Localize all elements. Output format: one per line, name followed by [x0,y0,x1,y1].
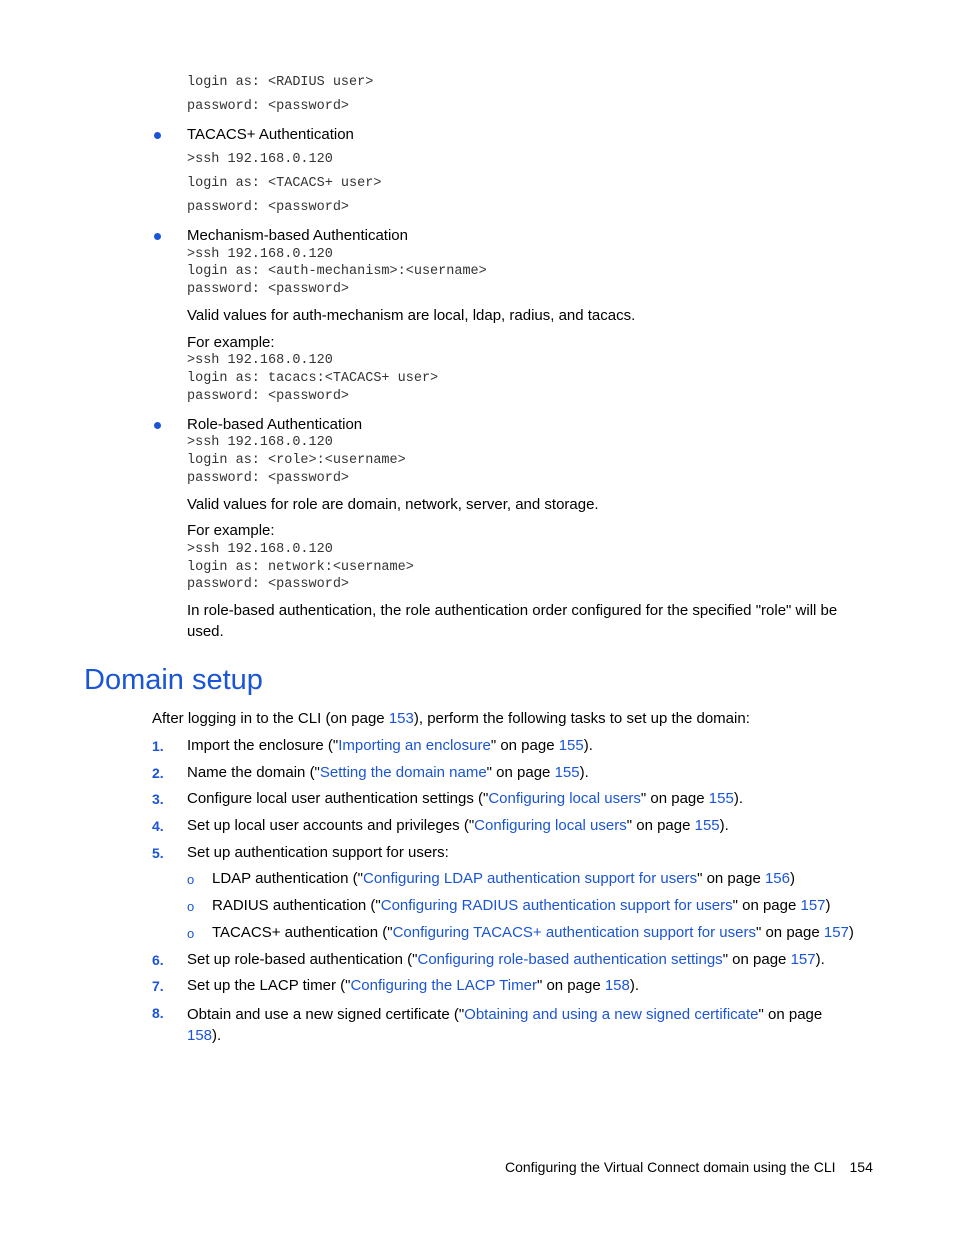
intro-text: ), perform the following tasks to set up the domain: [413,710,750,727]
step-text: " on page [490,737,559,754]
section-heading: Domain setup [84,664,263,696]
step-item [187,764,589,781]
step-link[interactable]: Configuring the LACP Timer [350,977,537,994]
step-item [187,951,825,968]
bullet-title: Mechanism-based Authentication [187,227,408,244]
page-footer [505,1159,873,1175]
code-line: password: <password> [187,577,350,592]
step-item [187,817,729,834]
page-link[interactable]: 157 [800,897,826,914]
page-link[interactable]: 155 [708,790,734,807]
step-text: ). [583,737,593,754]
paragraph: used. [187,623,224,640]
page-link[interactable]: 158 [187,1027,213,1044]
page-link[interactable]: 158 [604,977,630,994]
bullet-icon [154,422,161,429]
step-text: Import the enclosure (" [187,737,339,754]
code-line: login as: <TACACS+ user> [187,176,382,191]
step-text: Name the domain (" [187,764,320,781]
page-link[interactable]: 157 [790,951,816,968]
bullet-title: TACACS+ Authentication [187,126,354,143]
step-link[interactable]: Importing an enclosure [338,737,491,754]
bullet-icon [154,233,161,240]
step-number: 2. [152,765,164,781]
footer-title: Configuring the Virtual Connect domain using the CLI [505,1159,836,1175]
step-text: Set up local user accounts and privileges (" [187,817,475,834]
step-number: 1. [152,738,164,754]
step-text: " on page [722,951,791,968]
code-line: password: <password> [187,471,350,486]
step-item [187,844,449,861]
step-text: ). [579,764,589,781]
step-text: " on page [536,977,605,994]
step-text: ). [815,951,825,968]
step-number: 7. [152,978,164,994]
code-line: password: <password> [187,200,350,215]
step-text: RADIUS authentication (" [212,897,381,914]
step-text: ) [848,924,854,941]
step-text: Set up authentication support for users: [187,844,449,861]
code-line: password: <password> [187,282,350,297]
code-line: >ssh 192.168.0.120 [187,152,333,167]
section-intro [152,710,750,727]
page-number: 154 [849,1159,873,1175]
step-text: " on page [640,790,709,807]
step-link[interactable]: Configuring local users [488,790,641,807]
step-text: " on page [626,817,695,834]
code-line: login as: tacacs:<TACACS+ user> [187,371,439,386]
step-link[interactable]: Configuring LDAP authentication support for users [362,870,698,887]
page-link[interactable]: 157 [823,924,849,941]
substep-item [212,897,831,914]
step-text: " on page [732,897,801,914]
step-item [187,1004,867,1046]
step-number: 3. [152,791,164,807]
step-link[interactable]: Configuring local users [474,817,627,834]
step-text: ). [212,1027,222,1044]
step-text: ) [825,897,831,914]
page-link[interactable]: 156 [764,870,790,887]
substep-marker: o [187,899,195,914]
step-text: Obtain and use a new signed certificate (" [187,1006,465,1023]
step-item [187,790,743,807]
step-text: ). [733,790,743,807]
step-text: ). [719,817,729,834]
bullet-icon [154,132,161,139]
code-line: login as: <RADIUS user> [187,75,374,90]
substep-marker: o [187,926,195,941]
substep-item [212,924,854,941]
step-text: " on page [486,764,555,781]
page-link[interactable]: 155 [694,817,720,834]
step-number: 5. [152,845,164,861]
code-line: login as: network:<username> [187,560,414,575]
paragraph: In role-based authentication, the role authentication order configured for the specified "role" will be [187,602,838,619]
step-link[interactable]: Obtaining and using a new signed certificate [464,1006,759,1023]
step-number: 8. [152,1005,164,1021]
code-line: >ssh 192.168.0.120 [187,542,333,557]
step-link[interactable]: Configuring TACACS+ authentication support for users [392,924,756,941]
intro-text: After logging in to the CLI (on page [152,710,389,727]
step-text: ) [790,870,795,887]
code-line: password: <password> [187,99,350,114]
step-link[interactable]: Setting the domain name [319,764,487,781]
code-line: >ssh 192.168.0.120 [187,353,333,368]
code-line: login as: <role>:<username> [187,453,406,468]
step-text: Configure local user authentication settings (" [187,790,489,807]
step-number: 6. [152,952,164,968]
step-item [187,737,593,754]
paragraph: For example: [187,334,275,351]
step-text: " on page [755,924,824,941]
substep-marker: o [187,872,195,887]
page-link[interactable]: 155 [554,764,580,781]
step-link[interactable]: Configuring RADIUS authentication support for users [380,897,733,914]
step-text: LDAP authentication (" [212,870,363,887]
step-item [187,977,639,994]
code-line: password: <password> [187,389,350,404]
page-link[interactable]: 153 [388,710,414,727]
step-text: ). [629,977,640,994]
step-link[interactable]: Configuring role-based authentication settings [417,951,723,968]
step-text: Set up role-based authentication (" [187,951,418,968]
bullet-title: Role-based Authentication [187,416,363,433]
substep-item [212,870,795,887]
paragraph: Valid values for auth-mechanism are local, ldap, radius, and tacacs. [187,307,636,324]
page-link[interactable]: 155 [558,737,584,754]
step-text: " on page [758,1006,823,1023]
code-line: >ssh 192.168.0.120 [187,247,333,262]
step-text: TACACS+ authentication (" [212,924,393,941]
paragraph: For example: [187,522,275,539]
step-text: " on page [697,870,765,887]
step-text: Set up the LACP timer (" [187,977,351,994]
paragraph: Valid values for role are domain, network, server, and storage. [187,496,599,513]
step-number: 4. [152,818,164,834]
code-line: login as: <auth-mechanism>:<username> [187,264,487,279]
code-line: >ssh 192.168.0.120 [187,435,333,450]
